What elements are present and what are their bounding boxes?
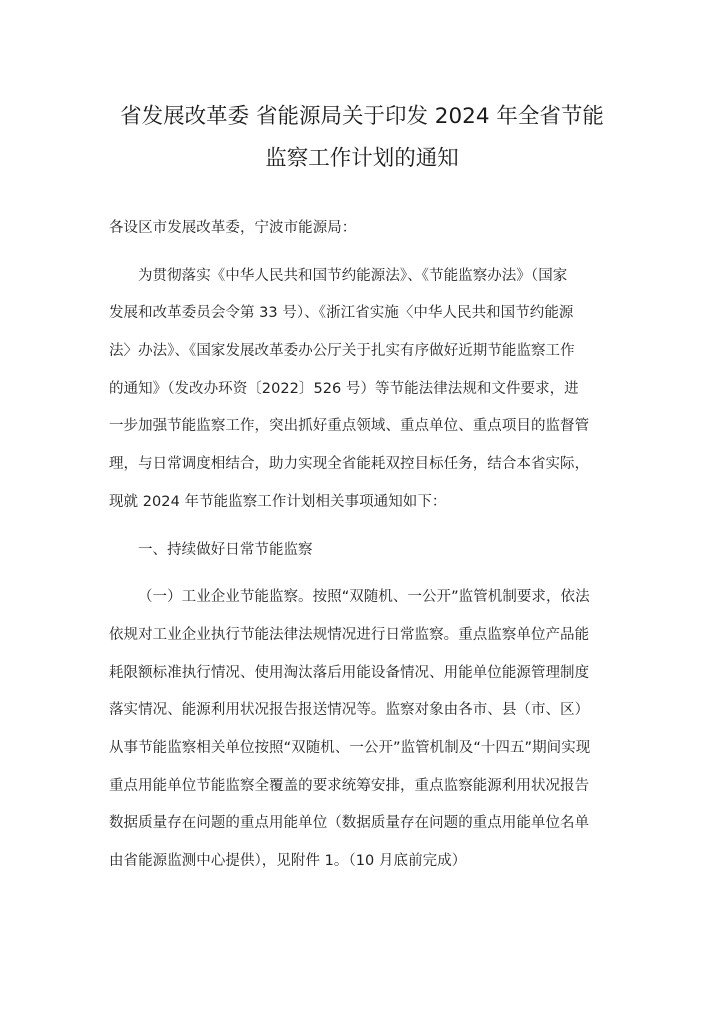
paragraph-2-line: 重点用能单位节能监察全覆盖的要求统筹安排，重点监察能源利用状况报告: [109, 778, 590, 794]
document-title-line-1: 省发展改革委 省能源局关于印发 2024 年全省节能: [120, 104, 604, 129]
document-title-line-2: 监察工作计划的通知: [265, 146, 459, 171]
paragraph-1-line: 的通知》（发改办环资〔2022〕526 号）等节能法律法规和文件要求，进: [109, 381, 579, 397]
paragraph-2-line: 落实情况、能源利用状况报告报送情况等。监察对象由各市、县（市、区）: [109, 702, 590, 718]
paragraph-2-line: 耗限额标准执行情况、使用淘汰落后用能设备情况、用能单位能源管理制度: [109, 665, 590, 681]
paragraph-2-line: 由省能源监测中心提供），见附件 1。（10 月底前完成）: [109, 853, 467, 869]
paragraph-1-line: 现就 2024 年节能监察工作计划相关事项通知如下：: [109, 494, 447, 510]
paragraph-1-line: 发展和改革委员会令第 33 号）、《浙江省实施〈中华人民共和国节约能源: [109, 305, 574, 321]
salutation: 各设区市发展改革委，宁波市能源局：: [109, 220, 357, 236]
paragraph-1-line: 一步加强节能监察工作，突出抓好重点领域、重点单位、重点项目的监督管: [109, 418, 590, 434]
paragraph-2-line: （一）工业企业节能监察。按照“双随机、一公开”监管机制要求，依法: [138, 589, 590, 605]
paragraph-2-line: 从事节能监察相关单位按照“双随机、一公开”监管机制及“十四五”期间实现: [109, 740, 591, 756]
paragraph-1-line: 理，与日常调度相结合，助力实现全省能耗双控目标任务，结合本省实际，: [109, 456, 590, 472]
paragraph-2-line: 依规对工业企业执行节能法律法规情况进行日常监察。重点监察单位产品能: [109, 627, 590, 643]
paragraph-2-line: 数据质量存在问题的重点用能单位（数据质量存在问题的重点用能单位名单: [109, 815, 590, 831]
paragraph-1-line: 为贯彻落实《中华人民共和国节约能源法》、《节能监察办法》（国家: [138, 268, 568, 284]
paragraph-1-line: 法〉办法》、《国家发展改革委办公厅关于扎实有序做好近期节能监察工作: [109, 343, 575, 359]
section-1-heading: 一、持续做好日常节能监察: [138, 542, 313, 558]
